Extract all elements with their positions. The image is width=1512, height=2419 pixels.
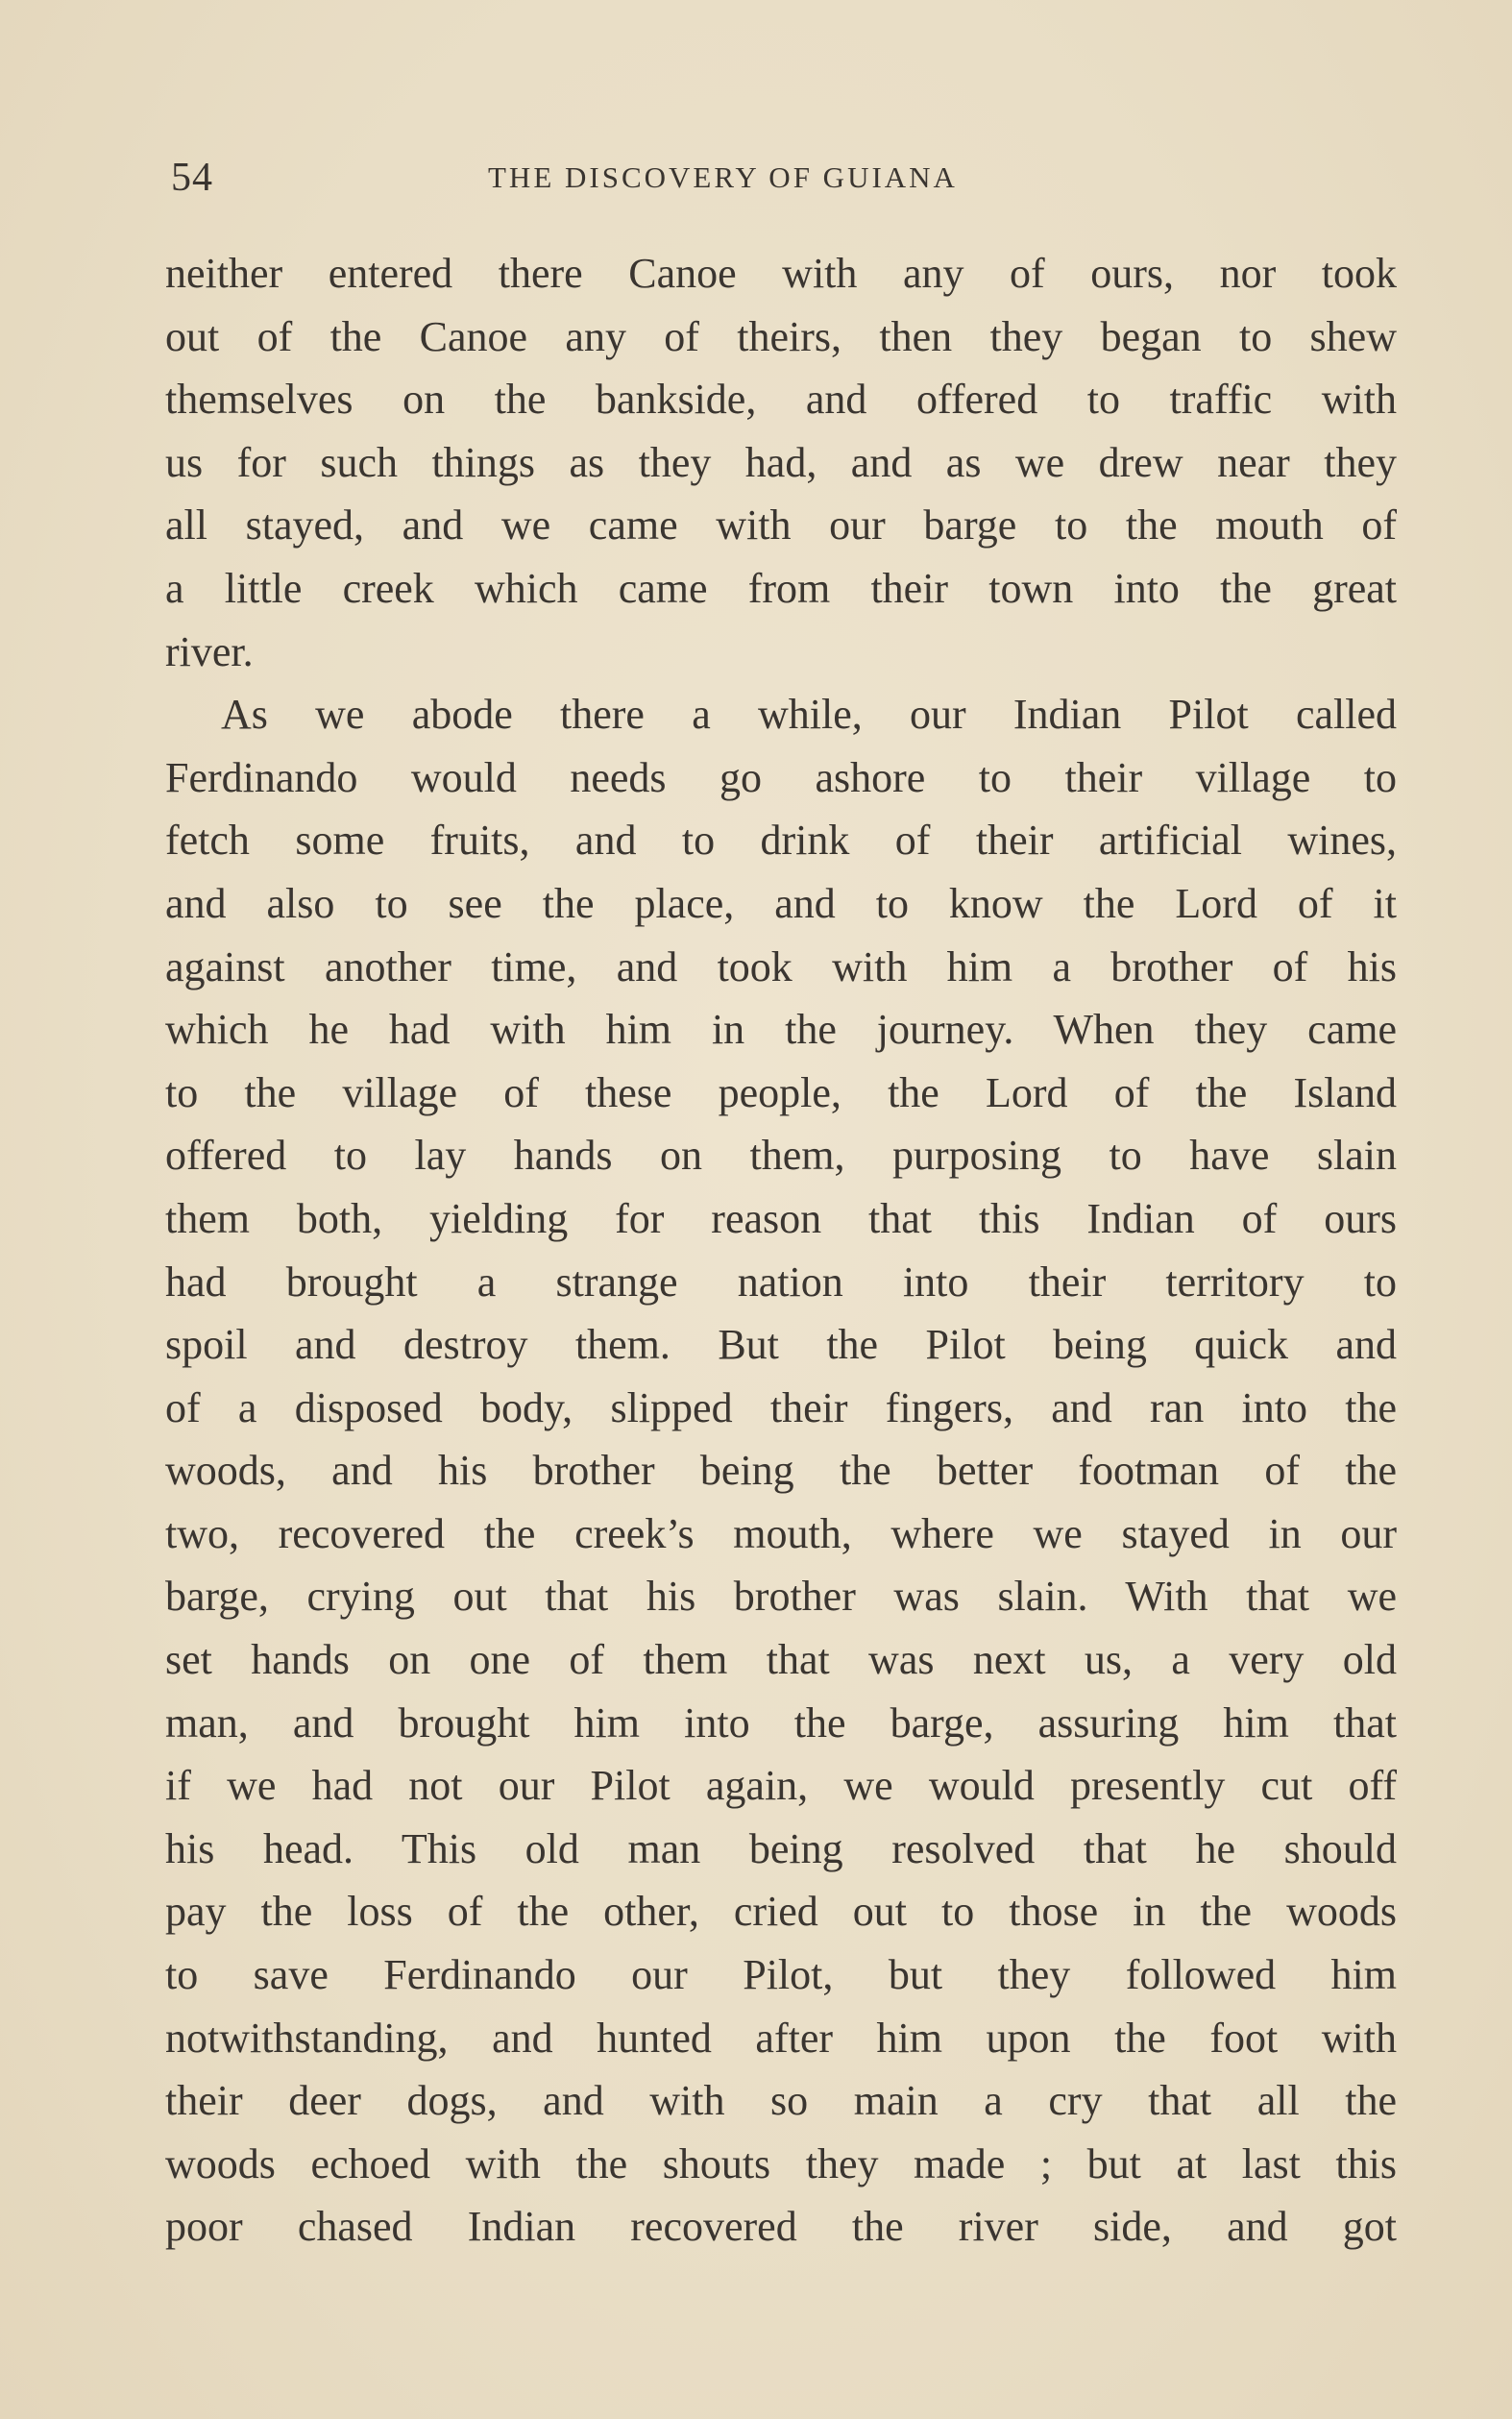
text-line: woods echoed with the shouts they made ; but at last this (165, 2139, 1397, 2187)
running-head (171, 144, 1402, 211)
text-line: us for such things as they had, and as we drew near they (165, 438, 1397, 486)
text-line: all stayed, and we came with our barge to the mouth of (165, 501, 1397, 550)
text-line: set hands on one of them that was next us, a very old (165, 1636, 1397, 1684)
text-line: notwithstanding, and hunted after him upon the foot with (165, 2014, 1397, 2062)
text-line: neither entered there Canoe with any of ours, nor took (165, 250, 1397, 297)
text-line: if we had not our Pilot again, we would presently cut off (165, 1762, 1397, 1810)
text-line: their deer dogs, and with so main a cry that all the (165, 2077, 1397, 2125)
body-text (165, 242, 1397, 2259)
text-line: to the village of these people, the Lord of the Island (165, 1068, 1397, 1116)
text-line: spoil and destroy them. But the Pilot being quick and (165, 1321, 1397, 1369)
text-line: themselves on the bankside, and offered to traffic with (165, 376, 1397, 424)
text-line: against another time, and took with him a brother of his (165, 942, 1397, 990)
text-line: Ferdinando would needs go ashore to their village to (165, 753, 1397, 801)
text-line: them both, yielding for reason that this Indian of ours (165, 1194, 1397, 1242)
text-line: a little creek which came from their town into the great (165, 564, 1397, 612)
text-line: river. (165, 627, 254, 675)
text-line: fetch some fruits, and to drink of their artificial wines, (165, 817, 1397, 865)
text-line: and also to see the place, and to know the Lord of it (165, 879, 1397, 927)
text-line: to save Ferdinando our Pilot, but they followed him (165, 1951, 1397, 1999)
text-line: his head. This old man being resolved that he should (165, 1824, 1397, 1872)
text-line: which he had with him in the journey. When they came (165, 1006, 1397, 1054)
text-line: poor chased Indian recovered the river side, and got (165, 2203, 1397, 2251)
paragraph-start-line: As we abode there a while, our Indian Pilot called (221, 691, 1397, 739)
text-line: of a disposed body, slipped their fingers, and ran into the (165, 1383, 1397, 1431)
text-line: two, recovered the creek’s mouth, where we stayed in our (165, 1509, 1397, 1557)
text-line: out of the Canoe any of theirs, then they began to shew (165, 312, 1397, 360)
text-line: man, and brought him into the barge, assuring him that (165, 1698, 1397, 1747)
page-number: 54 (171, 156, 213, 200)
text-line: pay the loss of the other, cried out to those in the woods (165, 1888, 1397, 1936)
text-line: offered to lay hands on them, purposing to have slain (165, 1132, 1397, 1180)
text-line: woods, and his brother being the better footman of the (165, 1447, 1397, 1495)
running-title: THE DISCOVERY OF GUIANA (488, 160, 958, 194)
text-line: had brought a strange nation into their territory to (165, 1258, 1397, 1306)
text-line: barge, crying out that his brother was slain. With that we (165, 1573, 1397, 1621)
